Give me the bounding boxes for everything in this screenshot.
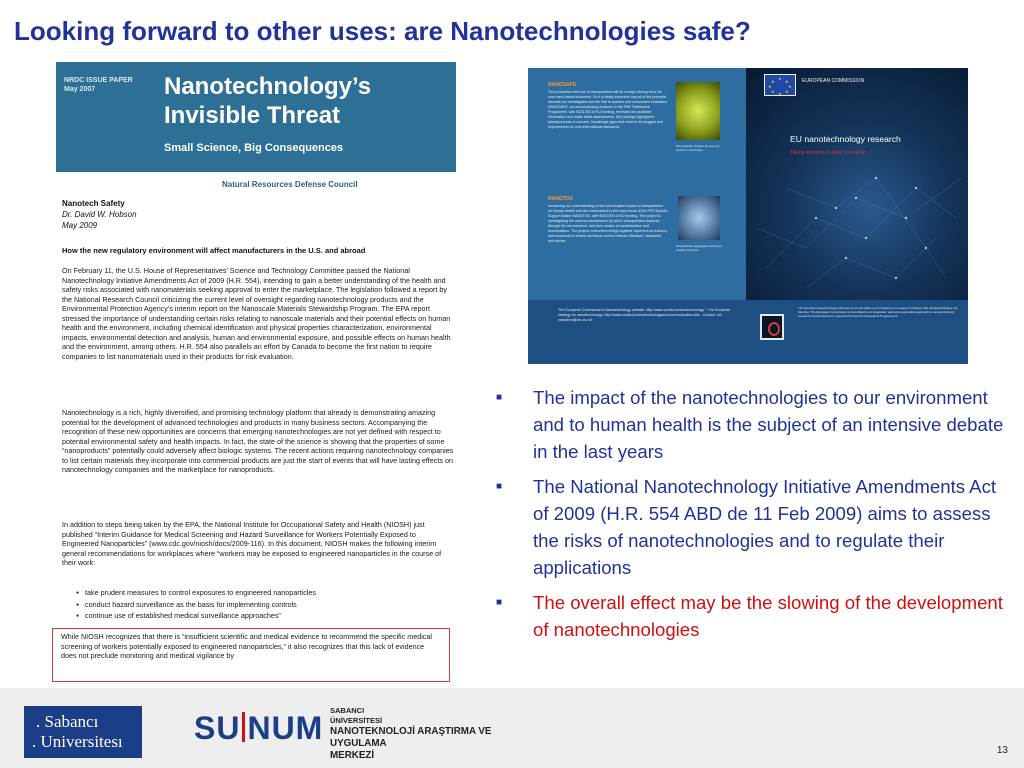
document-meta — [62, 198, 137, 231]
organization-name: Natural Resources Defense Council — [222, 180, 358, 189]
brochure-bottom-text-2: The fact that nanotechnology will become a multi-trillion euro business is no reason to believe that nanotechnologies are risk-free. The European Commission is committed to an integrated, safe and responsible approach to nanotechnology research and development, supported through its Framework Programmes. — [798, 306, 958, 319]
brochure-section2-text: Increasing our understanding of the toxicological impact of nanoparticles on human health and the environment is the main focus of the FP6 Specific Support Action NANOTOX, with €400,000 of EU funding. The project is investigating the various mechanisms by which nanoparticles disperse through the environment, and their modes of contamination and accumulation. The project consortium brings together experts from industry and academia to review and issue current relevant literature, standards and advice. — [548, 204, 668, 243]
square-bullet-icon: ■ — [496, 597, 503, 608]
issue-date: May 2007 — [64, 86, 96, 93]
meta-title: Nanotech Safety — [62, 199, 125, 208]
bullet-list — [496, 384, 1008, 651]
issue-paper-label: NRDC ISSUE PAPER — [64, 77, 133, 84]
sunum-logo — [194, 710, 323, 747]
image1-caption: Nanoparticle clusters as seen by electron microscope — [676, 144, 720, 152]
document-paragraph-2: Nanotechnology is a rich, highly diversified, and promising technology platform that already is demonstrating amazing potential for the development of advanced technologies and products in many business sectors. Accompanying the recognition of these new opportunities are concerns that emerging nanotechnologies are not yet defined with respect to potential environmental safety and health impacts. In fact, the state of the science is showing that the properties of some “nanoproducts” potentially could adversely affect biologic systems. The recent actions requiring nanotechnology companies to list certain materials they incorporate into commercial products are just the start of events that will have lasting effects on nanotechnology companies and the marketplace for nanoproducts. — [62, 408, 454, 474]
square-bullet-icon: ■ — [496, 392, 503, 403]
nanoparticle-image — [676, 82, 720, 140]
brochure-section1-text: The production and use of nanoparticles will be a major driving force for new nano-based industries. So it is vitally important that all of the potential hazards are investigated and the risk to workers and consumers evaluated. NANOSAFE, an accompanying measure in the Fifth Framework Programme, with €323,000 of EU funding, reviewed the available information and made initial assessments. Key findings highlighted principal areas of concern, knowledge gaps that need to be plugged and requirements for new international standards. — [548, 90, 668, 129]
sabanci-university-logo — [24, 706, 142, 758]
sabanci-logo-line2: . Universitesı — [32, 732, 123, 751]
eu-brochure-image — [528, 68, 968, 364]
banner-title-line1: Nanotechnology’s — [164, 73, 372, 100]
brochure-bottom-text: The European Commission's Nanotechnology website: http://www.cordis.lu/nanotechnology/ · The European strategy for nanotechnology: http://www.cordis.lu/nanotechnology/src/communication.htm · Contact: rtd-nanotech@cec.eu.int — [558, 308, 731, 323]
brochure-bottom-panel — [528, 300, 968, 364]
sunum-logo-right: NUM — [247, 710, 324, 746]
image2-caption: Nanoparticle aggregates forming a cell-like structure — [676, 244, 723, 252]
document-heading: How the new regulatory environment will affect manufacturers in the U.S. and abroad — [62, 246, 366, 255]
sabanci-logo-line1: . Sabancı — [36, 712, 99, 731]
sunum-divider-icon — [242, 712, 245, 742]
meta-author: Dr. David W. Hobson — [62, 210, 137, 219]
sunum-line1: SABANCI — [330, 706, 365, 715]
bullet-text: The overall effect may be the slowing of the development of nanotechnologies — [533, 592, 1003, 640]
brochure-section2-heading: NANOTOX — [548, 196, 573, 202]
sunum-logo-left: SU — [194, 710, 241, 746]
research-logo-icon — [760, 314, 784, 340]
commission-label: EUROPEAN COMMISSION — [802, 78, 865, 84]
slide-footer — [0, 688, 1024, 768]
bullet-item-highlighted — [496, 589, 1008, 643]
nanotox-image — [678, 196, 720, 240]
sunum-line2: ÜNİVERSİTESİ — [330, 716, 383, 725]
slide-title: Looking forward to other uses: are Nanotechnologies safe? — [14, 16, 751, 46]
bullet-text: The impact of the nanotechnologies to our environment and to human health is the subject of an intensive debate in the last years — [533, 387, 1004, 462]
issue-label — [64, 76, 133, 94]
nrdc-document-image — [52, 58, 456, 682]
bullet-item — [496, 473, 1008, 581]
list-item: ● continue use of established medical surveillance approaches” — [76, 611, 316, 623]
brochure-left-panel — [528, 68, 746, 300]
document-paragraph-1: On February 11, the U.S. House of Representatives’ Science and Technology Committee passed the National Nanotechnology Initiative Amendments Act of 2009 (H.R. 554), intending to gain a better understanding of the health and safety risks associated with nanomaterials seeking approval to enter the marketplace. The legislation followed a report by the National Research Council criticizing the current level of oversight regarding nanotechnology products and the Environmental Protection Agency’s interim report on the Nanoscale Materials Stewardship Program. The EPA report stressed the importance of understanding certain risks relating to nanoscale materials and their potential effects on human health and the environment, including chemical identification and physical properties characterization, environmental impacts, environmental detection and analysis, human and environmental exposure, and possible effects on human health and the environment, among others. H.R. 554 also parallels an effort by Canada to become the first nation to require companies to list nanomaterials used in their products for risk evaluation. — [62, 266, 451, 361]
list-item: ● take prudent measures to control exposures to engineered nanoparticles — [76, 588, 316, 600]
banner-title-line2: Invisible Threat — [164, 102, 341, 129]
sunum-line5: MERKEZİ — [330, 750, 375, 761]
document-banner — [56, 62, 456, 172]
bullet-text: The National Nanotechnology Initiative Amendments Act of 2009 (H.R. 554 ABD de 11 Feb 2009) aims to assess the risks of nanotechnologies and to regulate their applications — [533, 476, 997, 578]
eu-flag-icon: ★ ★ ★ ★ ★ ★ ★ ★ — [764, 74, 796, 96]
brochure-title: EU nanotechnology research — [790, 134, 901, 144]
list-item: ● conduct hazard surveillance as the basis for implementing controls — [76, 600, 316, 612]
sunum-line3: NANOTEKNOLOJİ ARAŞTIRMA VE — [330, 726, 492, 737]
document-paragraph-3: In addition to steps being taken by the EPA, the National Institute for Occupational Safety and Health (NIOSH) just published “Interim Guidance for Medical Screening and Hazard Surveillance for Workers Potentially Exposed to Engineered Nanoparticles” (www.cdc.gov/niosh/docs/2009-116). In this document, NIOSH makes the following interim general recommendations for workplaces where “workers may be exposed to engineered nanoparticles in the course of their work: — [62, 520, 442, 567]
banner-subtitle: Small Science, Big Consequences — [164, 142, 344, 154]
banner-title — [164, 72, 371, 130]
highlighted-box: While NIOSH recognizes that there is “insufficient scientific and medical evidence to recommend the specific medical screening of workers potentially exposed to engineered nanoparticles,” it also recognizes that this lack of evidence does not preclude monitoring and medical vigilance by — [52, 628, 450, 682]
document-list — [76, 588, 316, 623]
sunum-center-name — [330, 706, 491, 762]
meta-date: May 2009 — [62, 221, 98, 230]
brochure-right-panel — [746, 68, 968, 300]
square-bullet-icon: ■ — [496, 481, 503, 492]
sunum-line4: UYGULAMA — [330, 738, 387, 749]
network-graphic — [746, 68, 968, 300]
page-number: 13 — [996, 745, 1008, 756]
brochure-subtitle: Taking tomorrow's ideas to market — [790, 150, 866, 156]
brochure-section1-heading: NANOSAFE — [548, 82, 577, 88]
bullet-item — [496, 384, 1008, 465]
